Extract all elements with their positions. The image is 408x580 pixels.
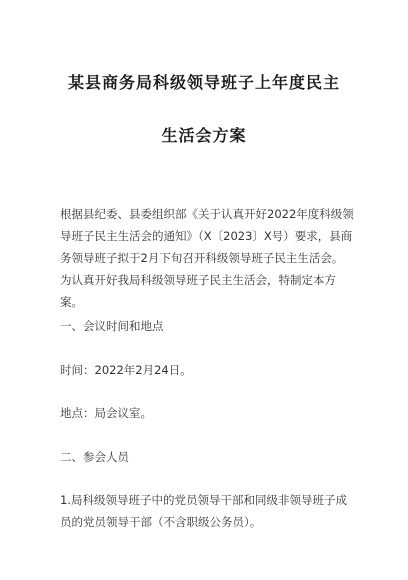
meeting-time: 时间：2022年2月24日。 xyxy=(60,363,192,377)
section-heading-participants: 二、参会人员 xyxy=(60,450,129,464)
document-title-line-1: 某县商务局科级领导班子上年度民主 xyxy=(67,73,340,92)
intro-paragraph: 根据县纪委、县委组织部《关于认真开好2022年度科级领导班子民主生活会的通知》（X〔2023〕X号）要求，县商务领导班子拟于2月下旬召开科级领导班子民主生活会。为认真开好我局科级领导班子民主生活会，特制定本方案。 xyxy=(60,207,354,309)
section-heading-time-place: 一、会议时间和地点 xyxy=(60,319,164,333)
meeting-place: 地点：局会议室。 xyxy=(60,406,152,420)
document-title-line-2: 生活会方案 xyxy=(161,126,247,145)
participants-item-1: 1.局科级领导班子中的党员领导干部和同级非领导班子成员的党员领导干部（不含职级公务员）。 xyxy=(60,493,347,529)
